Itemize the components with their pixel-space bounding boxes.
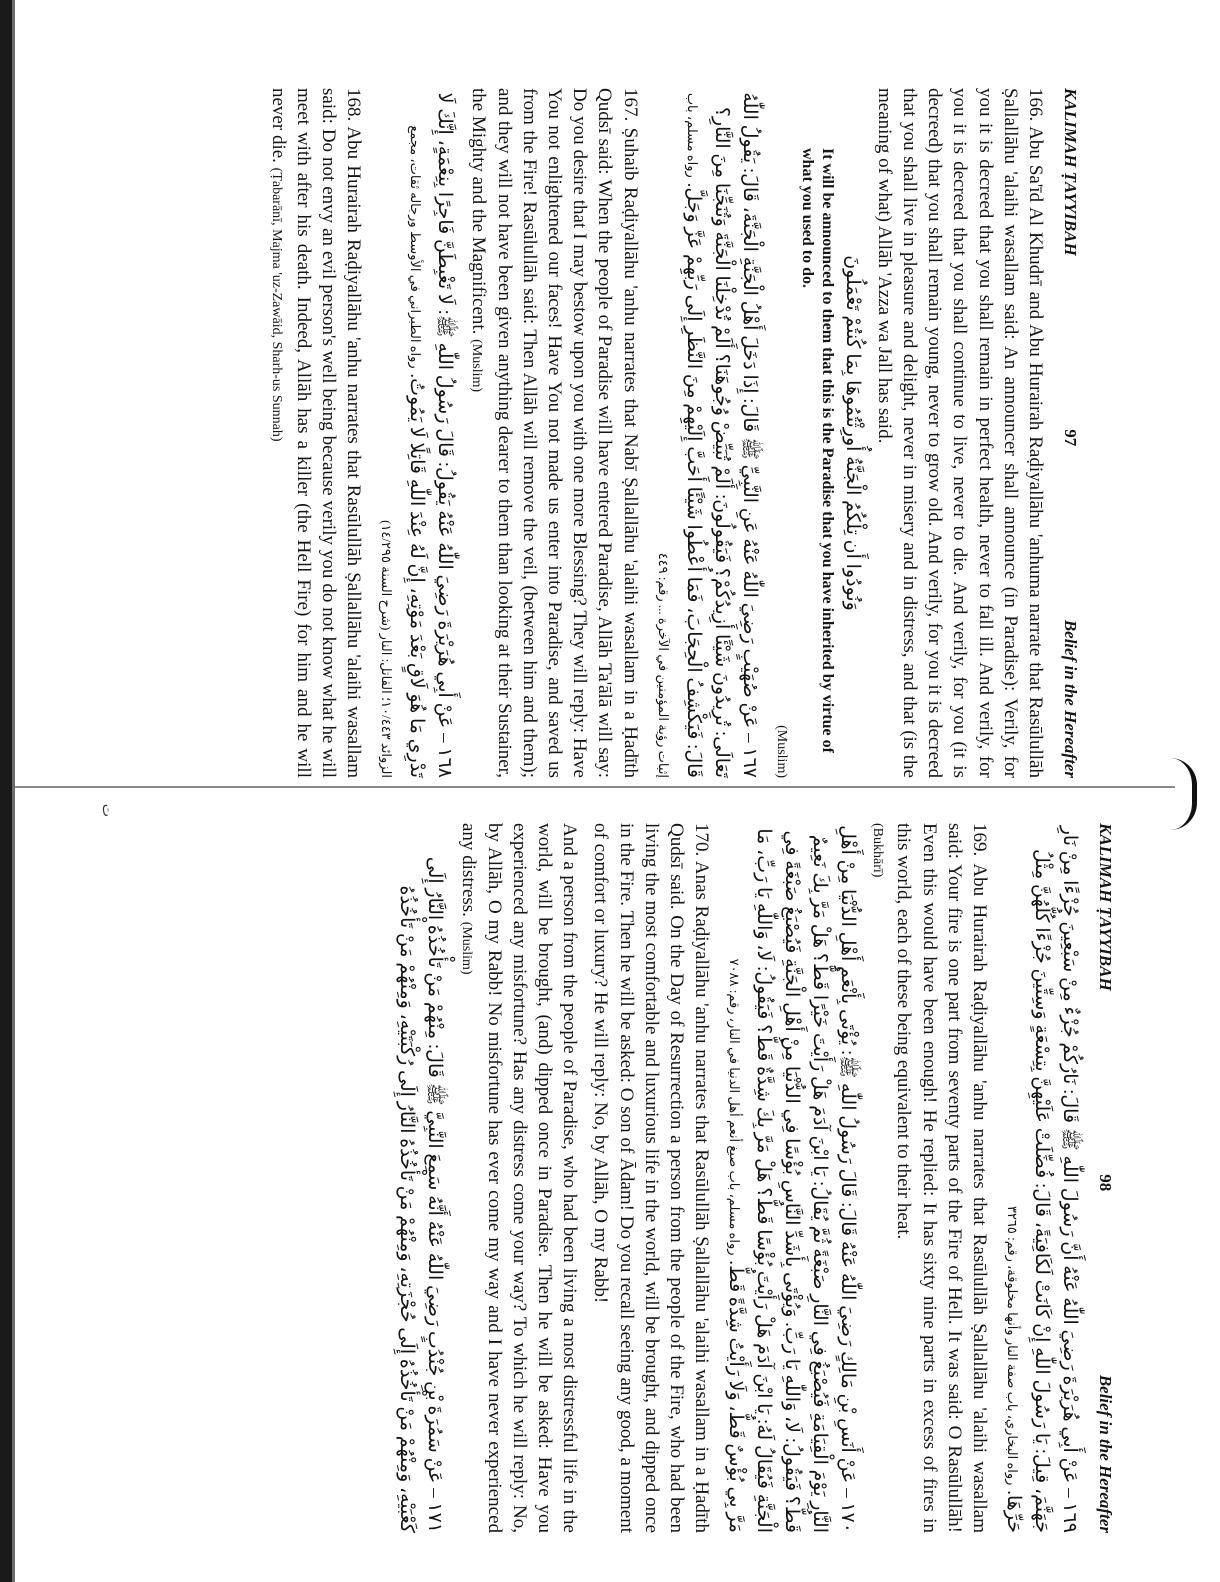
hadith-166-text: 166. Abu Sa'īd Al Khudrī and Abu Hurairah Raḍiyallāhu 'anhuma narrate that Rasūlullāh Ṣallallāhu 'alaihi wasallam said: An announcer shall announce (in Paradise): Verily, for you it is decreed that you shall remain in perfect health, never to fall ill. And verily, for you it is decreed that you shall continue to live, never to die. And verily, for you (it is decreed) that you shall remain young, never to grow old. And verily, for you it is decreed that you shall live in pleasure and delight, never in misery and in distress, and that (is the meaning of what) Allāh 'Azza wa Jall has said. xyxy=(873,88,1046,778)
hadith-169-text: 169. Abu Hurairah Raḍiyallāhu 'anhu narrates that Rasūlullāh Ṣallallāhu 'alaihi wasallam said: Your fire is one part from seventy parts of the Fire of Hell. It was said: O Rasūlullāh! Even this would have been enough! He replied: It has sixty nine parts in excess of fires in this world, each of these being equivalent to their heat. xyxy=(893,823,990,1533)
hadith-168-paragraph xyxy=(263,88,366,778)
hadith-166-verse-arabic: وَنُودُوا أَن تِلْكُمُ الْجَنَّةُ أُورِثْتُمُوهَا بِمَا كُنتُمْ تَعْمَلُونَ xyxy=(841,255,863,611)
hadith-168-text: 168. Abu Hurairah Raḍiyallāhu 'anhu narrates that Rasūlullāh Ṣallallāhu 'alaihi wasallam said: Do not envy an evil person's well being because verily you do not know what he will meet with after his death. Indeed, Allāh has a killer (the Hell Fire) for him and he will never die. xyxy=(267,88,365,778)
hadith-170-arabic xyxy=(720,823,861,1533)
hadith-167-source: (Muslim) xyxy=(469,339,485,393)
book-title: KALIMAH ṬAYYIBAH xyxy=(1096,823,1115,991)
page-number: 98 xyxy=(1096,1174,1115,1192)
hadith-170-arabic-text: ١٧٠ – عَنْ أَنَسِ بْنِ مَالِكٍ رَضِيَ اللّٰهُ عَنْهُ قَالَ: قَالَ رَسُولُ اللّٰهِ ﷺ: يُؤْتَى بِأَنْعَمِ أَهْلِ الدُّنْيَا مِنْ أَهْلِ النَّارِ يَوْمَ الْقِيَامَةِ فَيُصْبَغُ فِي النَّارِ صَبْغَةً ثُمَّ يُقَالُ: يَا ابْنَ آدَمَ هَلْ رَأَيْتَ خَيْرًا قَطُّ؟ هَلْ مَرَّ بِكَ نَعِيمٌ قَطُّ؟ فَيَقُولُ: لَا، وَاللّٰهِ يَا رَبِّ. وَيُؤْتَى بِأَشَدِّ النَّاسِ بُؤْسًا فِي الدُّنْيَا مِنْ أَهْلِ الْجَنَّةِ فَيُصْبَغُ صَبْغَةً فِي الْجَنَّةِ فَيُقَالُ لَهُ: يَا ابْنَ آدَمَ هَلْ رَأَيْتَ بُؤْسًا قَطُّ؟ هَلْ مَرَّ بِكَ شِدَّةٌ قَطُّ؟ فَيَقُولُ: لَا، وَاللّٰهِ يَا رَبِّ، مَا مَرَّ بِي بُؤْسٌ قَطُّ، وَلَا رَأَيْتُ شِدَّةً قَطُّ. xyxy=(725,825,859,1533)
section-title: Belief in the Hereafter xyxy=(1096,1374,1115,1533)
hadith-168-source: (Ṭabarānī, Majma 'uz-Zawāid, Sharh-us Sunnah) xyxy=(268,167,284,442)
hadith-169-arabic-reference: رواه البخاري، باب صفة النار وأنها مخلوقة، رقم: ٣٢٦٥ xyxy=(1005,1205,1020,1486)
hadith-167-paragraph xyxy=(464,88,642,778)
margin-mark: ت xyxy=(99,803,115,818)
binding-edge xyxy=(0,0,12,1582)
page-98 xyxy=(95,823,1115,1533)
hadith-170-arabic-reference: رواه مسلم، باب صبغ أنعم أهل الدنيا في النار، رقم: ٧٠٨٨ xyxy=(727,958,743,1256)
running-head xyxy=(1060,88,1080,778)
page-97 xyxy=(90,88,1080,778)
hadith-170-text-2: And a person from the people of Paradise, who had been living a most distressful life in the world, will be brought, (and) dipped once in Paradise. Then he will be asked: Have you experienced any misfortune? Has any distress come your way? To which he will reply: No, by Allāh, O my Rabb! No misfortune has ever come my way and I have never experienced any distress. xyxy=(458,823,581,1533)
hadith-170-paragraph-2 xyxy=(454,823,582,1533)
hadith-168-arabic xyxy=(372,88,458,778)
hadith-167-arabic xyxy=(649,88,763,778)
hadith-169-source: (Bukhārī) xyxy=(870,823,886,878)
running-head xyxy=(1095,823,1115,1533)
hadith-167-text: 167. Ṣuhaib Raḍiyallāhu 'anhu narrates that Nabī Ṣallallāhu 'alaihi wasallam in a Ḥadīth Qudsī said: When the people of Paradise will have entered Paradise, Allāh Ta'ālā will say: Do you desire that I may bestow upon you with one more Blessing? They will reply: Have You not enlightened our faces! Have You not made us enter into Paradise, and saved us from the Fire! Rasūlullāh said: Then Allāh will remove the veil, (between him and them); and they will not have been given anything dearer to them than looking at their Sustainer, the Mighty and the Magnificent. xyxy=(468,88,641,778)
hadith-170-text: 170. Anas Raḍiyallāhu 'anhu narrates that Rasūlullāh Ṣallallāhu 'alaihi wasallam in a Ḥadīth Qudsī said. On the Day of Resurrection a person from the people of the Fire, who had been living the most comfortable and luxurious life in the world, will be brought, and dipped once in the Fire. Then he will be asked: O son of Ādam! Do you recall seeing any good, a moment of comfort or luxury? He will reply: No, by Allāh, O my Rabb! xyxy=(590,823,713,1533)
book-title: KALIMAH ṬAYYIBAH xyxy=(1061,88,1080,256)
gutter-shadow xyxy=(1170,758,1197,830)
page-number: 97 xyxy=(1061,429,1080,447)
hadith-168-arabic-text: ١٦٨ – عَنْ أَبِي هُرَيْرَةَ رَضِيَ اللّٰهُ عَنْهُ يَقُولُ: قَالَ رَسُولُ اللّٰهِ ﷺ: لَا تَغْبِطَنَّ فَاجِرًا بِنِعْمَةٍ، إِنَّكَ لَا تَدْرِي مَا هُوَ لَاقٍ بَعْدَ مَوْتِهِ، إِنَّ لَهُ عِنْدَ اللّٰهِ قَاتِلًا لَا يَمُوتُ. xyxy=(406,92,456,778)
hadith-168-arabic-reference: رواه الطبراني في الأوسط ورجاله ثقات، مجمع الزوائد ١٠/٤٤٣؛ القاتل: النار (شرح السنة ١٤/٢٩٥) xyxy=(379,125,424,778)
hadith-167-arabic-reference: رواه مسلم، باب إثبات رؤية المؤمنين في الآخرة ... رقم: ٤٤٩ xyxy=(655,92,700,778)
hadith-166-verse-translation: It will be announced to them that this is the Paradise that you have inherited by virtue of what you used to do. xyxy=(798,148,836,753)
binding-edge-shadow xyxy=(12,0,15,1582)
hadith-166-source: (Muslim) xyxy=(773,725,789,778)
section-title: Belief in the Hereafter xyxy=(1061,619,1080,778)
page-gutter xyxy=(15,786,1175,788)
hadith-169-arabic xyxy=(998,823,1083,1533)
hadith-167-arabic-text: ١٦٧ – عَنْ صُهَيْبٍ رَضِيَ اللّٰهُ عَنْهُ عَنِ النَّبِيِّ ﷺ قَالَ: إِذَا دَخَلَ أَهْلُ الْجَنَّةِ الْجَنَّةَ، قَالَ: يَقُولُ اللّٰهُ تَعَالَى: تُرِيدُونَ شَيْئًا أَزِيدُكُمْ؟ فَيَقُولُونَ: أَلَمْ تُبَيِّضْ وُجُوهَنَا؟ أَلَمْ تُدْخِلْنَا الْجَنَّةَ وَتُنَجِّنَا مِنَ النَّارِ؟ قَالَ: فَيَكْشِفُ الْحِجَابَ، فَمَا أُعْطُوا شَيْئًا أَحَبَّ إِلَيْهِمْ مِنَ النَّظَرِ إِلَى رَبِّهِمْ عَزَّ وَجَلَّ. xyxy=(682,92,760,778)
hadith-171-arabic: ١٧١ – عَنْ سَمُرَةَ بْنِ جُنْدُبٍ رَضِيَ اللّٰهُ عَنْهُ أَنَّهُ سَمِعَ النَّبِيَّ ﷺ قَالَ: مِنْهُمْ مَنْ تَأْخُذُهُ النَّارُ إِلَى كَعْبَيْهِ، وَمِنْهُمْ مَنْ تَأْخُذُهُ إِلَى حُجْزَتِهِ، وَمِنْهُمْ مَنْ تَأْخُذُهُ النَّارُ إِلَى رُكْبَتَيْهِ، وَمِنْهُمْ مَنْ تَأْخُذُهُ xyxy=(396,856,446,1533)
hadith-170-source: (Muslim) xyxy=(459,921,475,975)
hadith-169-arabic-text: ١٦٩ – عَنْ أَبِي هُرَيْرَةَ رَضِيَ اللّٰهُ عَنْهُ أَنَّ رَسُولَ اللّٰهِ ﷺ قَالَ: نَارُكُمْ جُزْءٌ مِنْ سَبْعِينَ جُزْءًا مِنْ نَارِ جَهَنَّمَ، قِيلَ: يَا رَسُولَ اللّٰهِ إِنْ كَانَتْ لَكَافِيَةً، قَالَ: فُضِّلَتْ عَلَيْهِنَّ بِتِسْعَةٍ وَسِتِّينَ جُزْءًا كُلُّهُنَّ مِثْلُ حَرِّهَا. xyxy=(1003,825,1080,1533)
